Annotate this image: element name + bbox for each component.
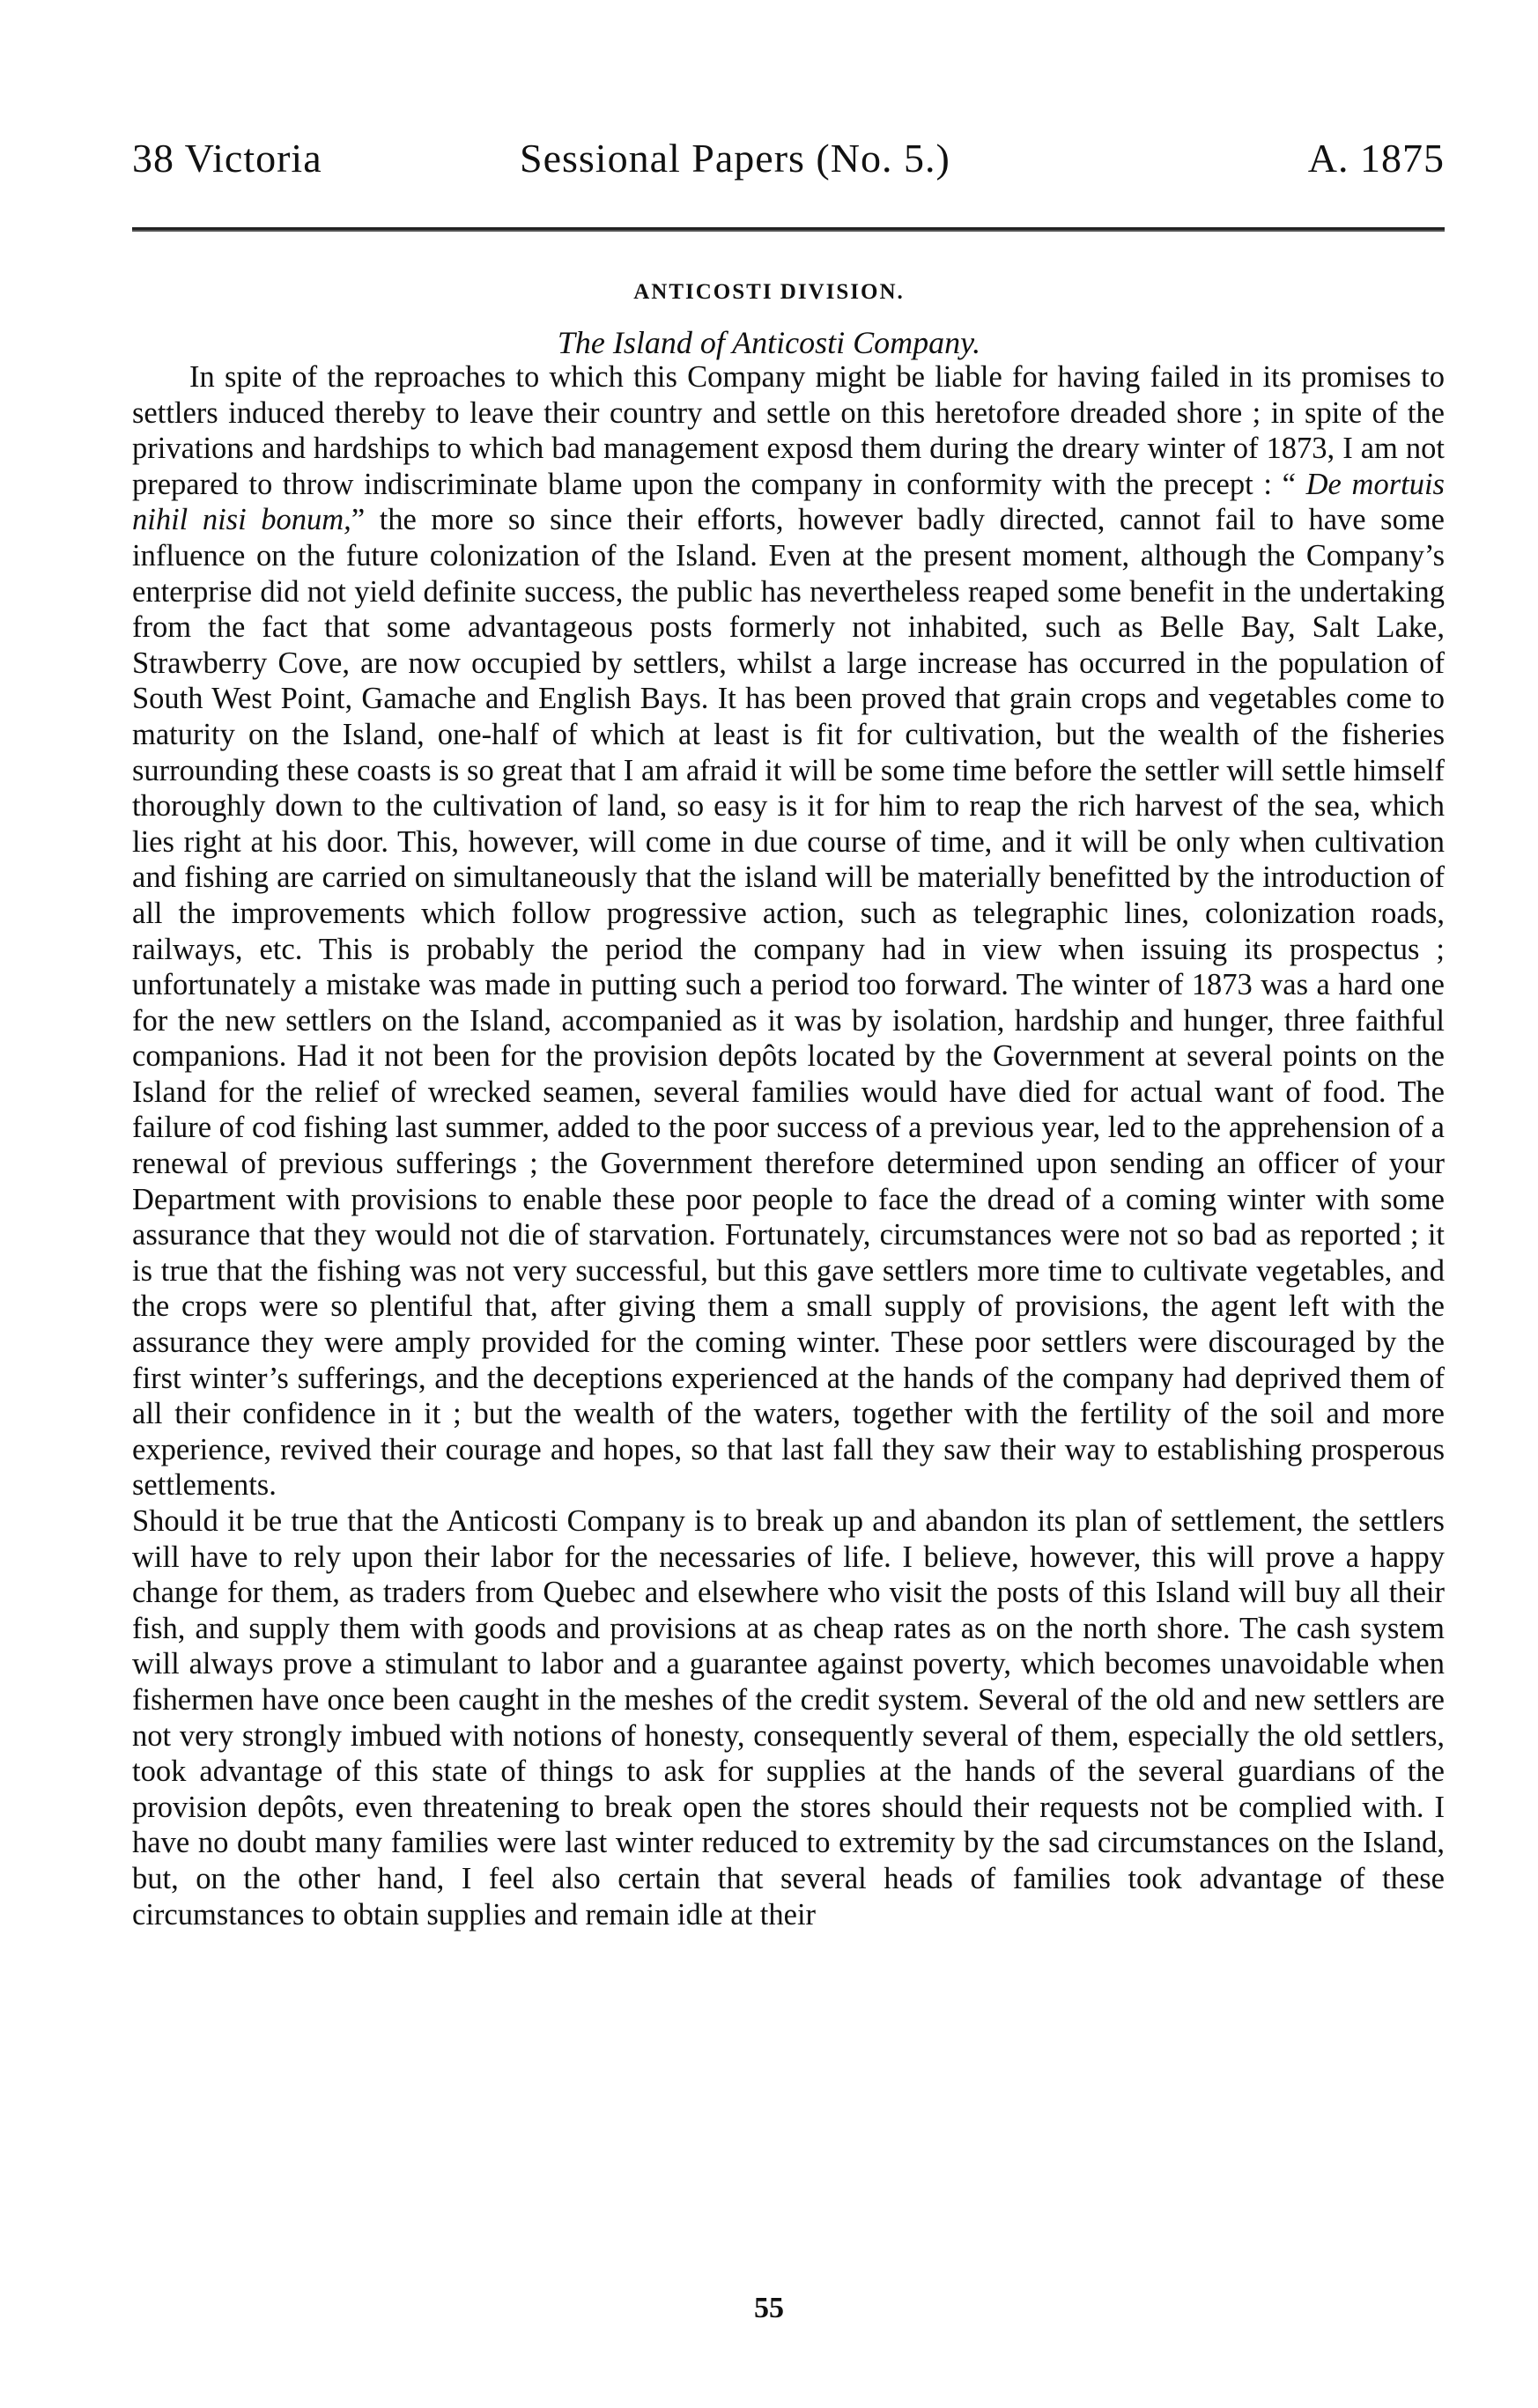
header-volume: 38 Victoria xyxy=(132,136,322,181)
latin-quote: De mortuis nihil nisi bonum, xyxy=(132,467,1445,537)
paragraph-1-rest: ” the more so since their efforts, however badly directed, cannot fail to have some influence on the future colonization of the Island. Even at the present moment, although the Company’s enterprise did not yield definite success, the public has nevertheless reaped some benefit in the undertaking from the fact that some advantageous posts formerly not inhabited, such as Belle Bay, Salt Lake, Strawberry Cove, are now occupied by settlers, whilst a large increase has occurred in the population of South West Point, Gamache and English Bays. It has been proved that grain crops and vegetables come to maturity on the Island, one-half of which at least is fit for cultivation, but the wealth of the fisheries surrounding these coasts is so great that I am afraid it will be some time before the settler will settle himself thoroughly down to the cultivation of land, so easy is it for him to reap the rich harvest of the sea, which lies right at his door. This, however, will come in due course of time, and it will be only when cultivation and fishing are carried on simultaneously that the island will be materially benefitted by the introduction of all the improvements which follow progressive action, such as telegraphic lines, colonization roads, railways, etc. This is probably the period the company had in view when issuing its prospectus ; unfortunately a mistake was made in putting such a period too forward. The winter of 1873 was a hard one for the new settlers on the Island, accompanied as it was by isolation, hardship and hunger, three faithful companions. Had it not been for the provision depôts located by the Government at several points on the Island for the relief of wrecked seamen, several families would have died for actual want of food. The failure of cod fishing last summer, added to the poor success of a previous year, led to the apprehension of a renewal of previous sufferings ; the Government therefore determined upon sending an officer of your Department with provisions to enable these poor people to face the dread of a coming winter with some assurance that they would not die of starvation. Fortunately, circumstances were not so bad as reported ; it is true that the fishing was not very successful, but this gave settlers more time to cultivate vegetables, and the crops were so plentiful that, after giving them a small supply of provisions, the agent left with the assurance they were amply provided for the coming winter. These poor settlers were discouraged by the first winter’s sufferings, and the deceptions experienced at the hands of the company had deprived them of all their confidence in it ; but the wealth of the waters, together with the fertility of the soil and more experience, revived their courage and hopes, so that last fall they saw their way to establishing prosperous settlements. xyxy=(132,503,1445,1503)
paragraph-2: Should it be true that the Anticosti Company is to break up and abandon its plan of settlement, the settlers will have to rely upon their labor for the necessaries of life. I believe, however, this will prove a happy change for them, as traders from Quebec and elsewhere who visit the posts of this Island will buy all their fish, and supply them with goods and provisions at as cheap rates as on the north shore. The cash system will always prove a stimulant to labor and a guarantee against poverty, which becomes unavoidable when fishermen have once been caught in the meshes of the credit system. Several of the old and new settlers are not very strongly imbued with notions of honesty, consequently several of them, especially the old settlers, took advantage of this state of things to ask for supplies at the hands of the several guardians of the provision depôts, even threatening to break open the stores should their requests not be complied with. I have no doubt many families were last winter reduced to extremity by the sad circumstances on the Island, but, on the other hand, I feel also certain that several heads of families took advantage of these circumstances to obtain supplies and remain idle at their xyxy=(132,1504,1445,1932)
section-title: ANTICOSTI DIVISION. xyxy=(633,280,905,304)
paragraph-1 xyxy=(132,359,1445,1503)
body-text xyxy=(132,359,1445,1932)
paragraph-1-start: In spite of the reproaches to which this Company might be liable for having failed in its promises to settlers induced thereby to leave their country and settle on this heretofore dreaded shore ; in spite of the privations and hardships to which bad management exposd them during the dreary winter of 1873, I am not prepared to throw indiscriminate blame upon the company in conformity with the precept : “ xyxy=(132,360,1445,501)
header-rule xyxy=(132,227,1445,230)
running-header xyxy=(132,130,1445,187)
page-number: 55 xyxy=(754,2292,784,2324)
section-subtitle: The Island of Anticosti Company. xyxy=(557,325,981,360)
header-year: A. 1875 xyxy=(1307,136,1445,181)
header-title: Sessional Papers (No. 5.) xyxy=(520,136,950,181)
